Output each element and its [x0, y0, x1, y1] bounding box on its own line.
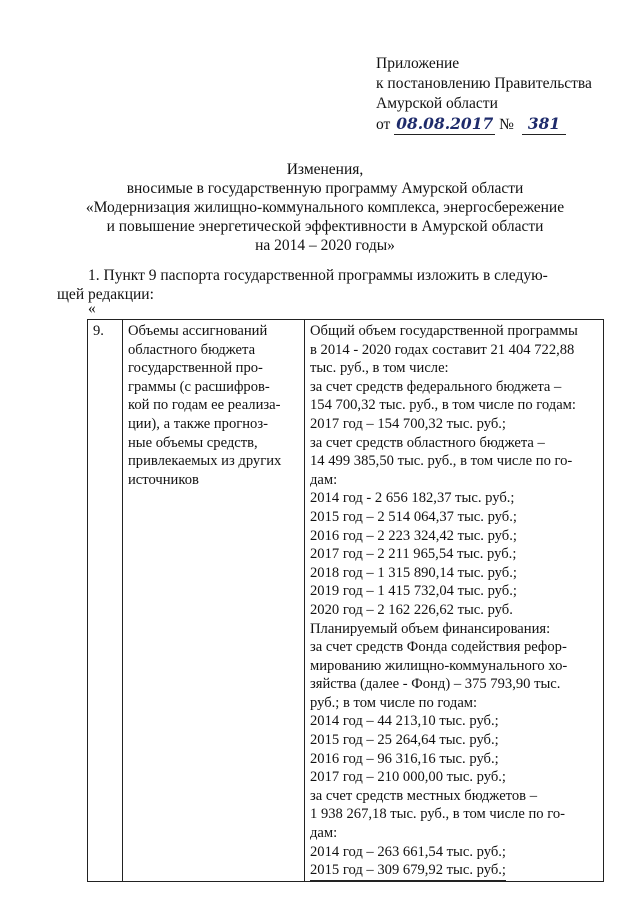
date-prefix: от [376, 116, 391, 133]
value-line: в 2014 - 2020 годах составит 21 404 722,88 [310, 341, 575, 358]
title-line-4: и повышение энергетической эффективности в Амурской области [106, 218, 544, 235]
value-line: 2017 год – 210 000,00 тыс. руб.; [310, 769, 506, 786]
value-line: 2014 год – 263 661,54 тыс. руб.; [310, 843, 506, 860]
value-line: за счет средств областного бюджета – [310, 434, 545, 451]
opening-quote: « [88, 300, 96, 317]
label-line: источников [128, 471, 199, 488]
handwritten-number: 381 [522, 114, 566, 135]
value-line: дам: [310, 471, 338, 488]
title-line-3: «Модернизация жилищно-коммунального комплекса, энергосбережение [85, 199, 565, 216]
paragraph-line-2: щей редакции: [57, 286, 154, 303]
value-line: за счет средств местных бюджетов – [310, 787, 537, 804]
appendix-date-line [376, 114, 592, 135]
appendix-title: Приложение [376, 55, 460, 72]
value-line: 2015 год – 2 514 064,37 тыс. руб.; [310, 508, 517, 525]
document-title [60, 160, 590, 255]
value-line: 2015 год – 25 264,64 тыс. руб.; [310, 732, 499, 749]
title-line-5: на 2014 – 2020 годы» [255, 237, 395, 254]
label-line: ные объемы средств, [128, 434, 258, 451]
value-line: мированию жилищно-коммунального хо- [310, 657, 568, 674]
handwritten-date: 08.08.2017 [396, 114, 494, 133]
table-row [88, 320, 604, 882]
appendix-region-line: Амурской области [376, 95, 498, 112]
value-line: 2019 год – 1 415 732,04 тыс. руб.; [310, 583, 517, 600]
value-line: 2017 год – 154 700,32 тыс. руб.; [310, 415, 506, 432]
value-line: 2018 год – 1 315 890,14 тыс. руб.; [310, 564, 517, 581]
row-value-cell [305, 320, 604, 882]
row-label-cell [123, 320, 305, 882]
number-label: № [499, 116, 514, 133]
value-line: 2020 год – 2 162 226,62 тыс. руб. [310, 601, 513, 618]
value-line: 154 700,32 тыс. руб., в том числе по годам: [310, 397, 576, 414]
value-line: за счет средств Фонда содействия рефор- [310, 639, 567, 656]
label-line: государственной про- [128, 360, 263, 377]
value-line: тыс. руб., в том числе: [310, 360, 449, 377]
title-line-1: Изменения, [286, 161, 364, 178]
value-line: 2014 год - 2 656 182,37 тыс. руб.; [310, 490, 515, 507]
label-line: кой по годам ее реализа- [128, 397, 281, 414]
row-number: 9. [93, 323, 104, 339]
appendix-header [376, 54, 592, 135]
value-line: 14 499 385,50 тыс. руб., в том числе по го- [310, 453, 573, 470]
value-line: 2014 год – 44 213,10 тыс. руб.; [310, 713, 499, 730]
label-line: областного бюджета [128, 341, 256, 358]
value-line: 2016 год – 2 223 324,42 тыс. руб.; [310, 527, 517, 544]
title-line-2: вносимые в государственную программу Амурской области [126, 180, 524, 197]
label-line: граммы (с расшифров- [128, 378, 270, 395]
label-line: ции), а также прогноз- [128, 415, 268, 432]
amendment-paragraph [57, 266, 588, 304]
value-line: Планируемый объем финансирования: [310, 620, 551, 637]
row-number-cell [88, 320, 123, 882]
passport-table [87, 319, 604, 882]
value-line: Общий объем государственной программы [310, 323, 578, 339]
value-line: зяйства (далее - Фонд) – 375 793,90 тыс. [310, 676, 561, 693]
value-line: 2016 год – 96 316,16 тыс. руб.; [310, 750, 499, 767]
paragraph-line-1: 1. Пункт 9 паспорта государственной программы изложить в следую- [88, 267, 548, 284]
value-line: 2017 год – 2 211 965,54 тыс. руб.; [310, 546, 517, 563]
value-line: 2015 год – 309 679,92 тыс. руб.; [310, 861, 506, 881]
appendix-decree-line: к постановлению Правительства [376, 75, 592, 92]
value-line: руб.; в том числе по годам: [310, 694, 478, 711]
value-line: дам: [310, 825, 338, 842]
label-line: Объемы ассигнований [128, 323, 268, 339]
label-line: привлекаемых из других [128, 453, 282, 470]
value-line: за счет средств федерального бюджета – [310, 378, 562, 395]
value-line: 1 938 267,18 тыс. руб., в том числе по го- [310, 806, 565, 823]
